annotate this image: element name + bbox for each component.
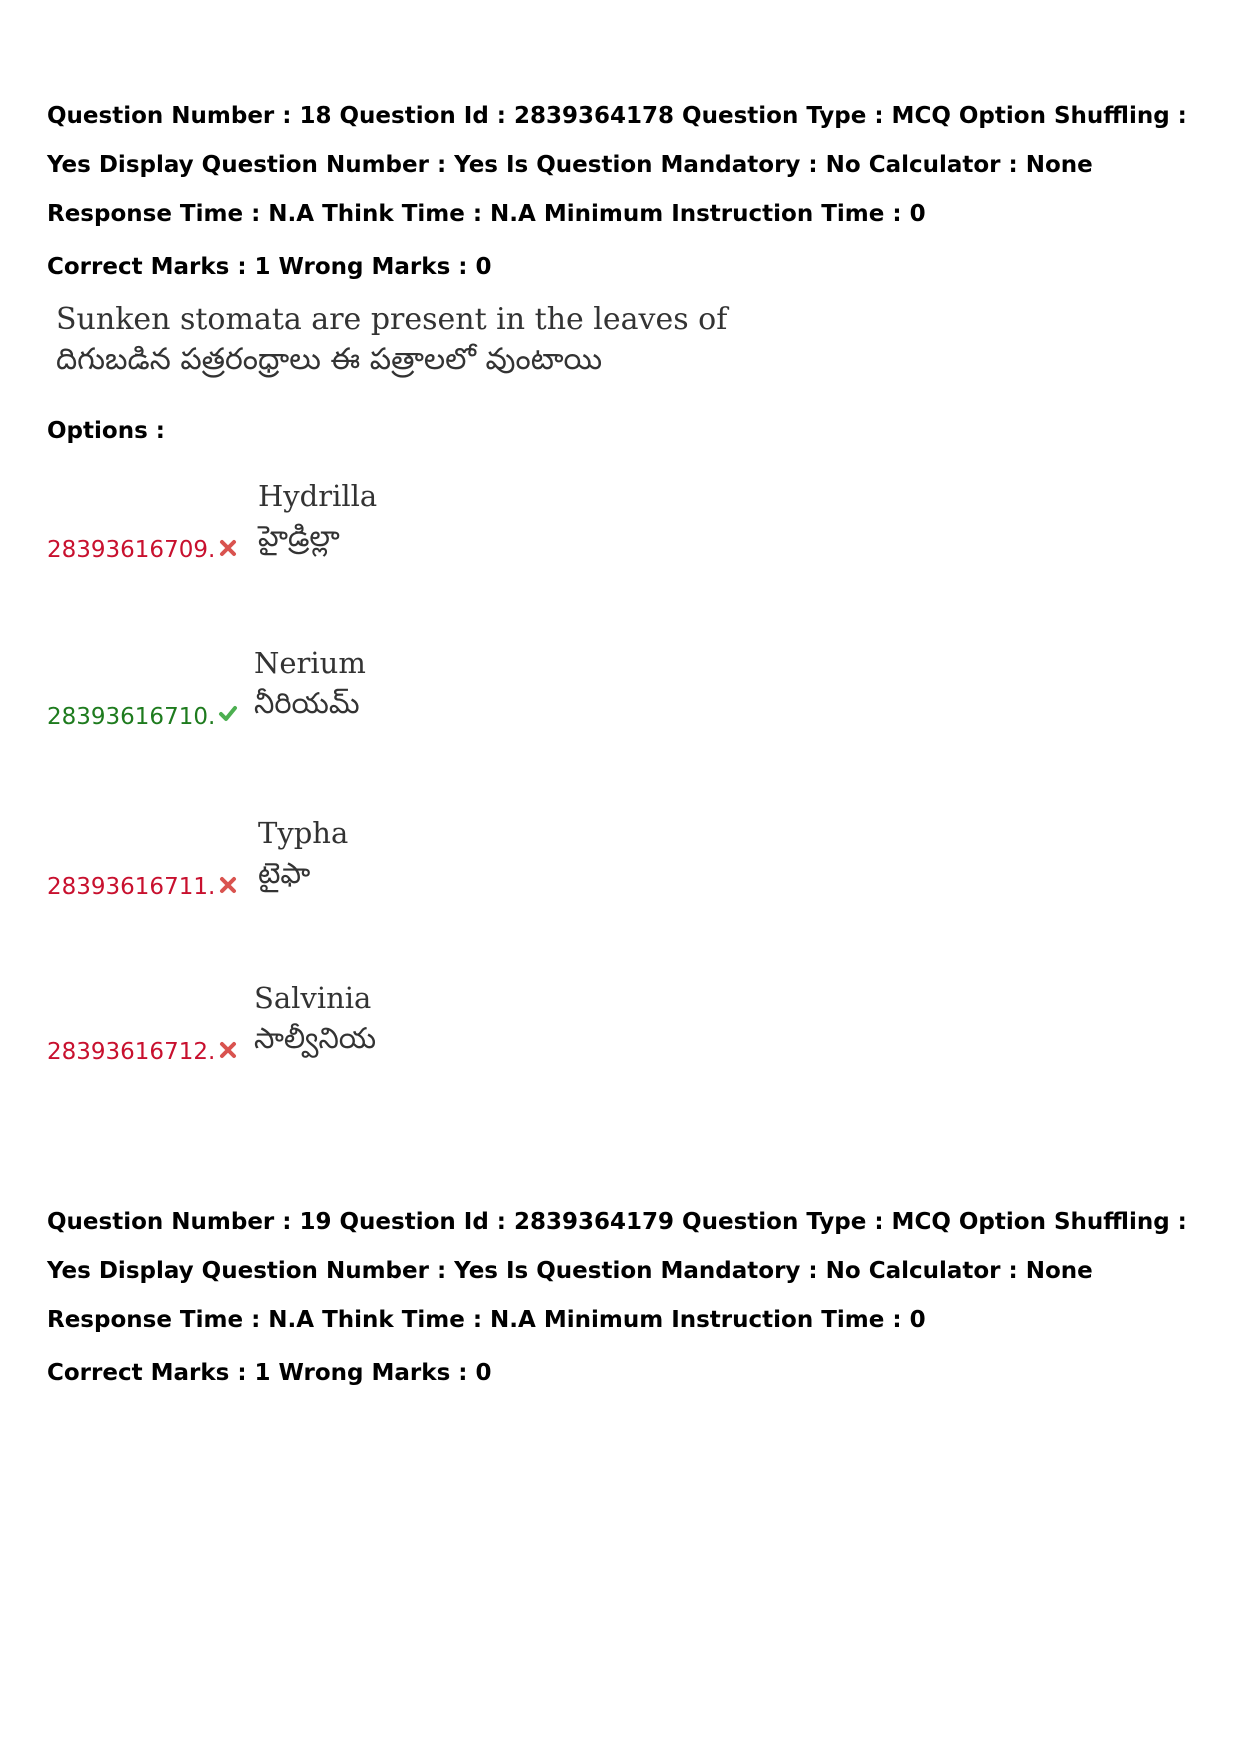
question-19-marks: Correct Marks : 1 Wrong Marks : 0 (47, 1360, 492, 1386)
option-1-image (258, 476, 377, 556)
question-18-meta: Question Number : 18 Question Id : 2839364178 Question Type : MCQ Option Shuffling : Yes Display Question Number : Yes Is Question Mandatory : No Calculator : None Response Time : N.A Think Time : N.A Minimum Instruction Time : 0 (47, 103, 1187, 227)
option-3-id: 28393616711. (47, 874, 216, 900)
question-text-telugu: దిగుబడిన పత్రరంధ్రాలు ఈ పత్రాలలో వుంటాయి (56, 342, 603, 377)
option-1-text-telugu: హైడ్రిల్లా (258, 519, 340, 553)
cross-icon (218, 875, 238, 895)
option-3-text-english: Typha (258, 816, 349, 850)
option-4-text-telugu: సాల్వీనియ (254, 1021, 377, 1055)
option-2-image (254, 643, 366, 723)
question-18-marks: Correct Marks : 1 Wrong Marks : 0 (47, 254, 492, 280)
question-text-english: Sunken stomata are present in the leaves of (56, 302, 728, 337)
check-icon (218, 704, 238, 724)
option-3-text-telugu: టైఫా (258, 856, 311, 890)
option-1-id: 28393616709. (47, 537, 216, 563)
option-3-image (258, 813, 348, 893)
option-4-text-english: Salvinia (254, 981, 372, 1015)
cross-icon (218, 1040, 238, 1060)
option-2-text-english: Nerium (254, 646, 366, 680)
question-18-text-image (56, 300, 727, 380)
option-4-image (254, 978, 376, 1058)
option-2-id: 28393616710. (47, 704, 216, 730)
option-1-text-english: Hydrilla (258, 479, 378, 513)
options-label: Options : (47, 418, 165, 444)
question-19-meta: Question Number : 19 Question Id : 2839364179 Question Type : MCQ Option Shuffling : Yes Display Question Number : Yes Is Question Mandatory : No Calculator : None Response Time : N.A Think Time : N.A Minimum Instruction Time : 0 (47, 1209, 1187, 1333)
cross-icon (218, 538, 238, 558)
option-2-text-telugu: నీరియమ్ (254, 686, 360, 720)
option-4-id: 28393616712. (47, 1039, 216, 1065)
